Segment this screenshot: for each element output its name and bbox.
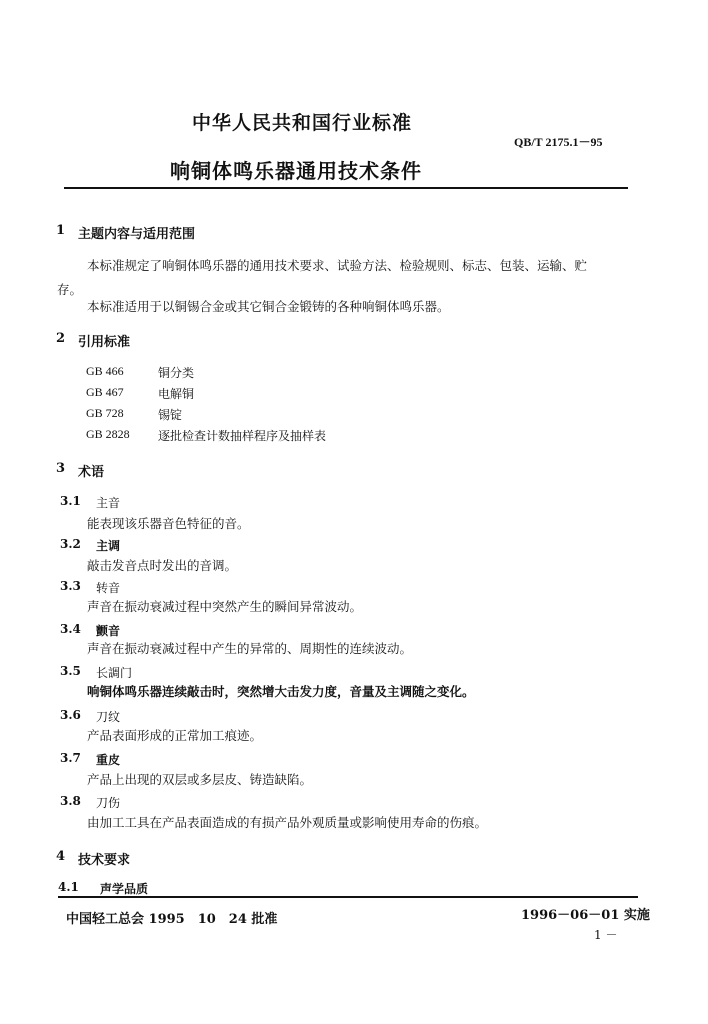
term-number: 3.7 — [60, 751, 81, 765]
term-number: 3.5 — [60, 664, 81, 678]
term-definition: 能表现该乐器音色特征的音。 — [87, 516, 250, 531]
section-2-number: 2 — [56, 331, 66, 346]
term-name: 长調门 — [96, 666, 133, 680]
reference-code: GB 2828 — [86, 427, 130, 441]
term-name: 刀纹 — [96, 710, 121, 724]
term-definition: 响铜体鸣乐器连续敲击时，突然增大击发力度，音量及主调随之变化。 — [87, 684, 475, 699]
term-definition: 敲击发音点时发出的音调。 — [87, 558, 238, 573]
reference-name: 锡锭 — [158, 408, 183, 422]
approval-info: 中国轻工总会 1995 10 24 批准 — [66, 912, 278, 927]
section-1-paragraph-1-cont: 存。 — [57, 282, 83, 297]
section-3-title: 术语 — [78, 465, 105, 480]
effective-date: 1996－06－01 实施 — [521, 908, 650, 923]
reference-name: 铜分类 — [158, 366, 195, 380]
term-name: 主调 — [96, 539, 121, 553]
section-1-paragraph-2: 本标准适用于以铜锡合金或其它铜合金锻铸的各种响铜体鸣乐器。 — [87, 299, 450, 314]
reference-name: 逐批检查计数抽样程序及抽样表 — [158, 429, 327, 443]
term-name: 转音 — [96, 581, 121, 595]
term-definition: 由加工工具在产品表面造成的有损产品外观质量或影响使用寿命的伤痕。 — [87, 815, 488, 830]
term-definition: 声音在振动衰减过程中突然产生的瞬间异常波动。 — [87, 599, 363, 614]
term-number: 3.8 — [60, 794, 81, 808]
term-definition: 产品表面形成的正常加工痕迹。 — [87, 728, 263, 743]
section-4-title: 技术要求 — [78, 853, 131, 868]
term-definition: 声音在振动衰减过程中产生的异常的、周期性的连续波动。 — [87, 641, 413, 656]
standard-type-heading: 中华人民共和国行业标准 — [192, 112, 413, 134]
document-title: 响铜体鸣乐器通用技术条件 — [170, 159, 422, 183]
section-2-title: 引用标准 — [78, 335, 131, 350]
reference-code: GB 466 — [86, 364, 124, 378]
title-rule — [64, 187, 628, 189]
term-number: 3.6 — [60, 708, 81, 722]
reference-code: GB 467 — [86, 385, 124, 399]
term-number: 3.4 — [60, 622, 81, 636]
term-name: 刀伤 — [96, 796, 121, 810]
section-1-paragraph-1: 本标准规定了响铜体鸣乐器的通用技术要求、试验方法、检验规则、标志、包装、运输、贮 — [87, 258, 588, 273]
term-number: 3.1 — [60, 494, 81, 508]
term-name: 主音 — [96, 496, 121, 510]
term-name: 重皮 — [96, 753, 121, 767]
reference-name: 电解铜 — [158, 387, 195, 401]
term-definition: 产品上出现的双层或多层皮、铸造缺陷。 — [87, 772, 313, 787]
section-1-number: 1 — [56, 223, 66, 238]
section-3-number: 3 — [56, 461, 66, 476]
section-1-title: 主题内容与适用范围 — [78, 227, 196, 242]
subsection-4-1-title: 声学品质 — [100, 882, 149, 896]
term-number: 3.3 — [60, 579, 81, 593]
section-4-number: 4 — [56, 849, 66, 864]
footer-rule — [58, 896, 638, 898]
term-number: 3.2 — [60, 537, 81, 551]
subsection-4-1-number: 4.1 — [58, 880, 79, 894]
term-name: 颤音 — [96, 624, 121, 638]
reference-code: GB 728 — [86, 406, 124, 420]
page-number: 1 － — [594, 928, 618, 942]
standard-code: QB/T 2175.1－95 — [514, 135, 603, 149]
